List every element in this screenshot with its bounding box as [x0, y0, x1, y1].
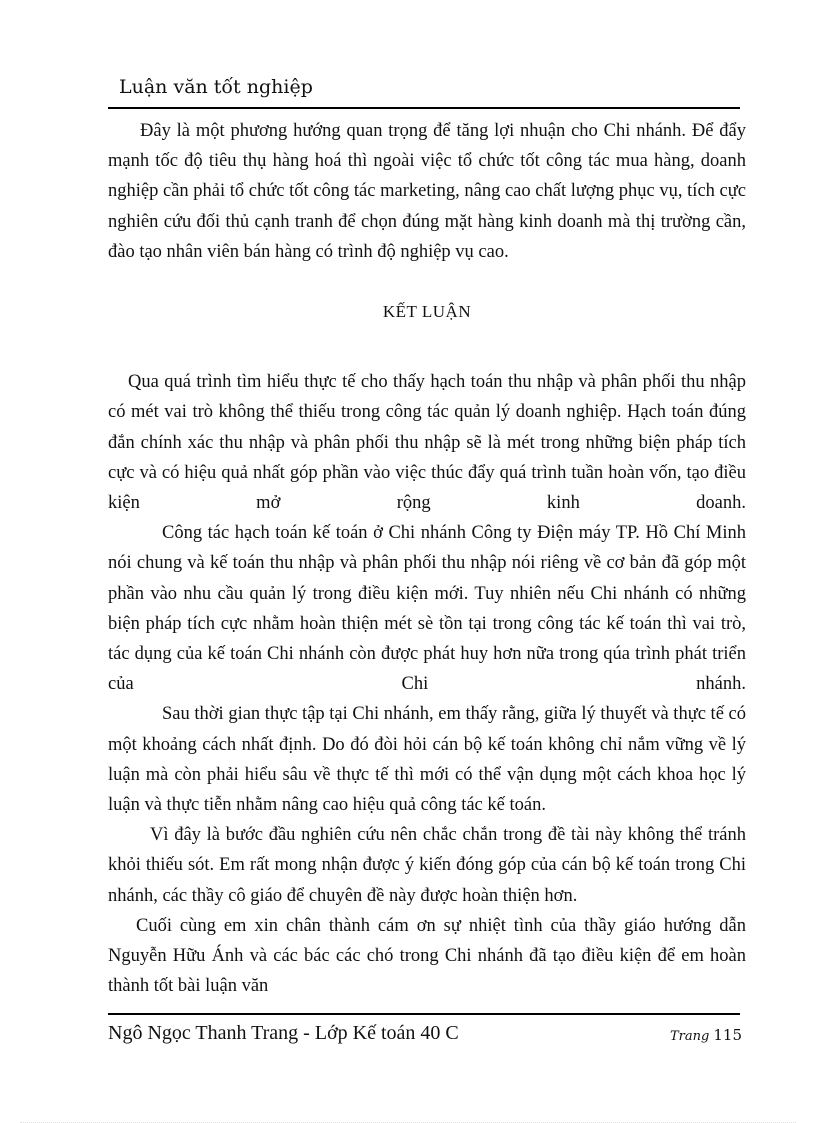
- section-heading: KẾT LUẬN: [382, 302, 472, 322]
- body-paragraph-1: Qua quá trình tìm hiểu thực tế cho thấy hạch toán thu nhập và phân phối thu nhập có mét vai trò không thể thiếu trong công tác quản lý doanh nghiệp. Hạch toán đúng đắn chính xác thu nhập và phân phối thu nhập sẽ là mét trong những biện pháp tích cực và có hiệu quả nhất góp phần vào việc thúc đẩy quá trình tuần hoàn vốn, tạo điều kiện mở rộng kinh doanh.: [108, 372, 746, 514]
- header-rule: [108, 107, 740, 109]
- document-body: [108, 116, 746, 1001]
- body-paragraph-5: Cuối cùng em xin chân thành cám ơn sự nhiệt tình của thầy giáo hướng dẫn Nguyễn Hữu Ánh và các bác các chó trong Chi nhánh đã tạo điều kiện để em hoàn thành tốt bài luận văn: [108, 915, 746, 997]
- footer-page-number: [670, 1026, 742, 1044]
- footer-page-word: Trang: [670, 1029, 710, 1044]
- body-paragraph-2: Công tác hạch toán kế toán ở Chi nhánh Công ty Điện máy TP. Hồ Chí Minh nói chung và kế toán thu nhập và phân phối thu nhập nói riêng về cơ bản đã góp một phần vào nhu cầu quản lý trong điều kiện mới. Tuy nhiên nếu Chi nhánh có những biện pháp tích cực nhằm hoàn thiện mét sè tồn tại trong công tác kế toán thì vai trò, tác dụng của kế toán Chi nhánh còn được phát huy hơn nữa trong qúa trình phát triển của Chi nhánh.: [108, 523, 746, 695]
- body-paragraph-4: Vì đây là bước đầu nghiên cứu nên chắc chắn trong đề tài này không thể tránh khỏi thiếu sót. Em rất mong nhận được ý kiến đóng góp của cán bộ kế toán trong Chi nhánh, các thầy cô giáo để chuyên đề này được hoàn thiện hơn.: [108, 825, 746, 906]
- footer-author: Ngô Ngọc Thanh Trang - Lớp Kế toán 40 C: [108, 1022, 459, 1044]
- body-paragraph-3: Sau thời gian thực tập tại Chi nhánh, em thấy rằng, giữa lý thuyết và thực tế có một khoảng cách nhất định. Do đó đòi hỏi cán bộ kế toán không chỉ nắm vững về lý luận mà còn phải hiểu sâu về thực tế thì mới có thể vận dụng một cách khoa học lý luận và thực tiễn nhằm nâng cao hiệu quả công tác kế toán.: [108, 704, 746, 816]
- page-number: 115: [713, 1026, 742, 1044]
- header-title: Luận văn tốt nghiệp: [119, 76, 313, 98]
- footer-rule: [108, 1013, 740, 1015]
- intro-paragraph: Đây là một phương hướng quan trọng để tăng lợi nhuận cho Chi nhánh. Để đẩy mạnh tốc độ tiêu thụ hàng hoá thì ngoài việc tổ chức tốt công tác mua hàng, doanh nghiệp cần phải tổ chức tốt công tác marketing, nâng cao chất lượng phục vụ, tích cực nghiên cứu đối thủ cạnh tranh để chọn đúng mặt hàng kinh doanh mà thị trường cần, đào tạo nhân viên bán hàng có trình độ nghiệp vụ cao.: [108, 121, 746, 262]
